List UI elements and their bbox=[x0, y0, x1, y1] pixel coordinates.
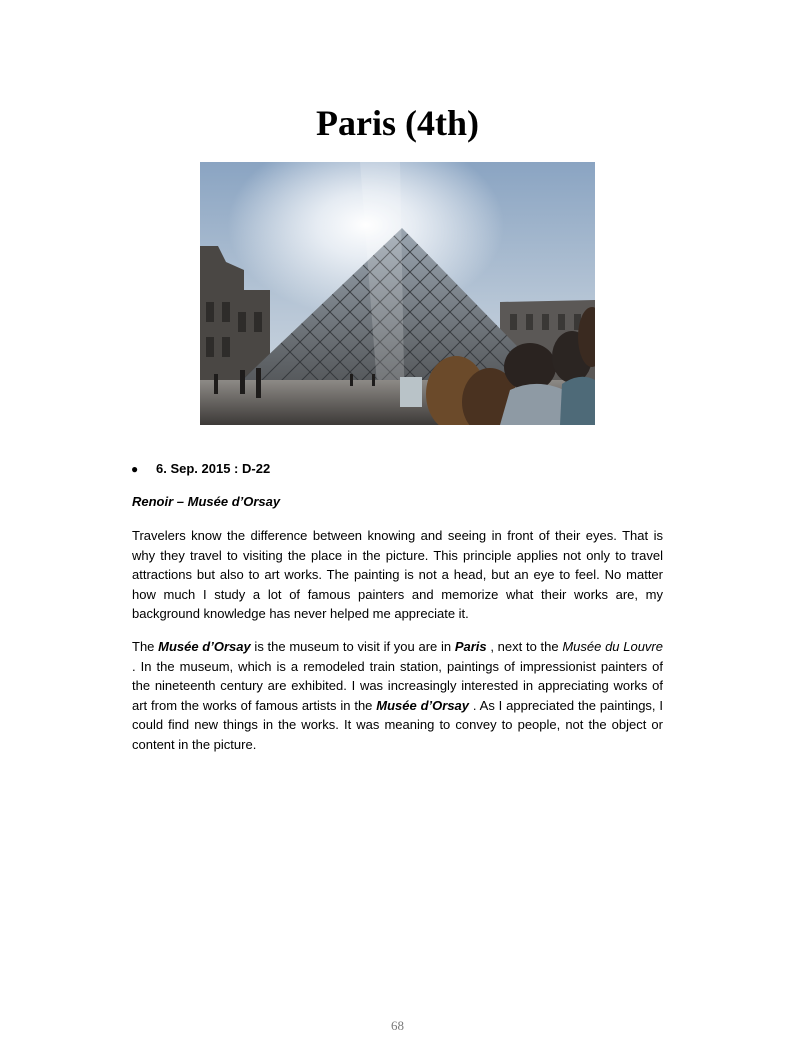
p2-text-3: , next to the bbox=[486, 639, 563, 654]
p2-text-1: The bbox=[132, 639, 159, 654]
p2-text-2: is the museum to visit if you are in bbox=[250, 639, 455, 654]
page-number: 68 bbox=[391, 1018, 404, 1033]
entry-date: 6. Sep. 2015 : D-22 bbox=[156, 461, 271, 476]
p2-orsay-2: Musée d’Orsay bbox=[376, 697, 470, 713]
p2-louvre: Musée du Louvre bbox=[562, 639, 663, 654]
entry-date-bullet bbox=[131, 459, 270, 479]
p2-orsay-1: Musée d’Orsay bbox=[158, 639, 251, 654]
entry-subtitle: Renoir – Musée d’Orsay bbox=[132, 494, 281, 509]
bullet-icon: ● bbox=[131, 462, 139, 476]
p2-paris: Paris bbox=[454, 639, 487, 654]
p2-text-4: . In the museum, which is a remodeled train station, paintings of impressionist painters of the nineteenth century are exhibited. I was increasingly interested in appreciating works of art from the works of famous artists in the bbox=[132, 658, 663, 713]
p2-text-5: . As I appreciated the paintings, I could find new things in the works. It was meaning to convey to people, not the object or content in the picture. bbox=[132, 697, 664, 752]
paragraph-1: Travelers know the difference between knowing and seeing in front of their eyes. That is why they travel to visiting the place in the picture. This principle applies not only to travel attractions but also to art works. The painting is not a head, but an eye to feel. No matter how much I study a lot of famous painters and memorize what their works are, my background knowledge has never helped me appreciate it. bbox=[132, 528, 663, 622]
louvre-pyramid-photo bbox=[200, 162, 595, 425]
page-title: Paris (4th) bbox=[316, 103, 479, 143]
paragraph-2 bbox=[132, 637, 663, 755]
